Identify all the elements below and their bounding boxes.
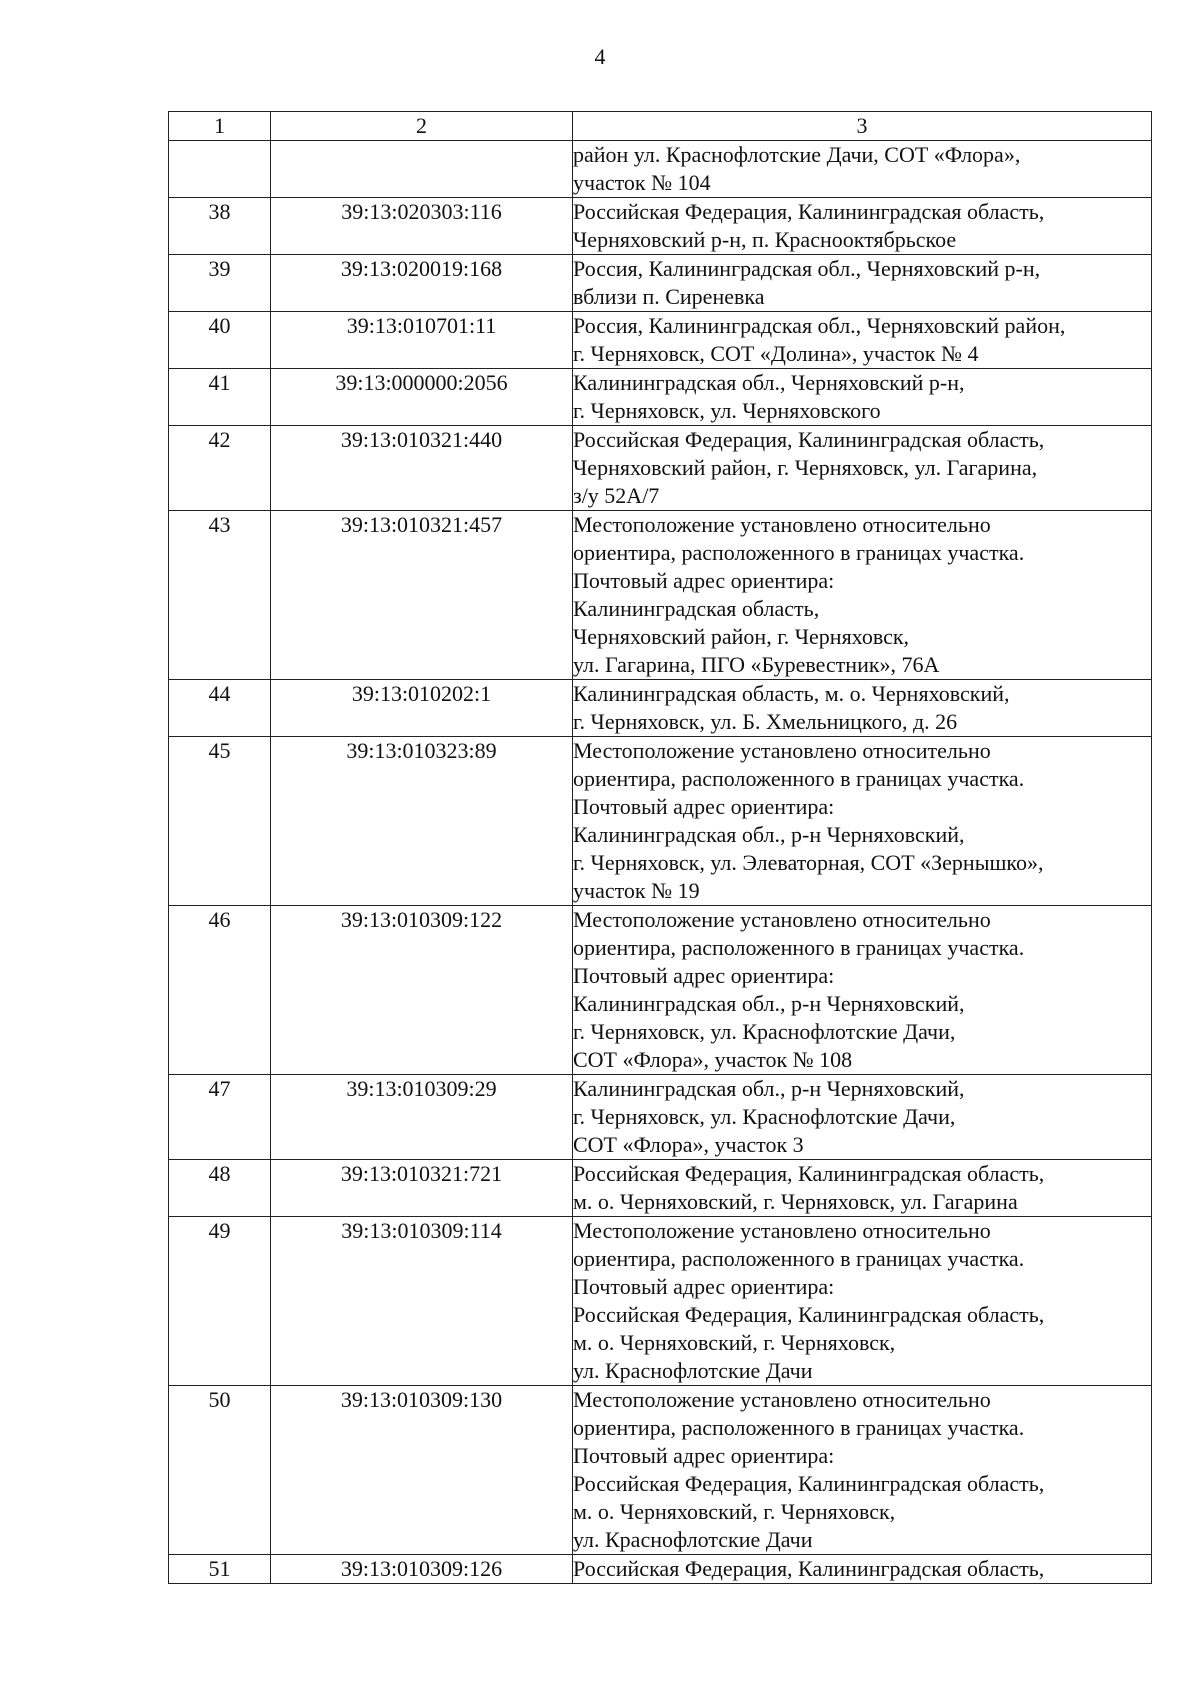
- cadastral-number-cell: 39:13:000000:2056: [271, 369, 573, 426]
- row-number-cell: 45: [169, 737, 271, 906]
- address-line: Российская Федерация, Калининградская область,: [573, 427, 1045, 452]
- cadastral-number-cell: 39:13:010309:29: [271, 1075, 573, 1160]
- table-row: [169, 1160, 1152, 1217]
- row-number-cell: 47: [169, 1075, 271, 1160]
- cadastral-number-cell: 39:13:020019:168: [271, 255, 573, 312]
- address-line: з/у 52А/7: [573, 483, 660, 508]
- header-col-1: 1: [169, 112, 271, 141]
- address-line: Местоположение установлено относительно: [573, 512, 991, 537]
- address-line: Калининградская обл., Черняховский р-н,: [573, 370, 965, 395]
- address-line: Калининградская обл., р-н Черняховский,: [573, 822, 965, 847]
- address-line: г. Черняховск, СОТ «Долина», участок № 4: [573, 341, 979, 366]
- cadastral-number-cell: 39:13:010309:130: [271, 1386, 573, 1555]
- row-number-cell: 38: [169, 198, 271, 255]
- address-line: ориентира, расположенного в границах участка.: [573, 935, 1025, 960]
- cadastral-number-cell: 39:13:010202:1: [271, 680, 573, 737]
- table-header: [169, 112, 1152, 141]
- cadastral-number-cell: [271, 141, 573, 198]
- address-line: Почтовый адрес ориентира:: [573, 794, 835, 819]
- address-cell: [573, 680, 1152, 737]
- row-number-cell: [169, 141, 271, 198]
- address-line: СОТ «Флора», участок № 108: [573, 1047, 853, 1072]
- address-line: Калининградская обл., р-н Черняховский,: [573, 991, 965, 1016]
- cadastral-number-cell: 39:13:010321:440: [271, 426, 573, 511]
- address-line: г. Черняховск, ул. Краснофлотские Дачи,: [573, 1019, 956, 1044]
- address-line: Местоположение установлено относительно: [573, 1387, 991, 1412]
- address-line: Почтовый адрес ориентира:: [573, 568, 835, 593]
- address-cell: [573, 1555, 1152, 1584]
- address-line: Россия, Калининградская обл., Черняховский р-н,: [573, 256, 1041, 281]
- address-line: вблизи п. Сиреневка: [573, 284, 765, 309]
- address-cell: [573, 1217, 1152, 1386]
- row-number-cell: 49: [169, 1217, 271, 1386]
- address-line: Черняховский район, г. Черняховск, ул. Гагарина,: [573, 455, 1038, 480]
- address-cell: [573, 737, 1152, 906]
- row-number-cell: 41: [169, 369, 271, 426]
- cadastral-number-cell: 39:13:010701:11: [271, 312, 573, 369]
- address-cell: [573, 511, 1152, 680]
- table-row: [169, 680, 1152, 737]
- address-cell: [573, 1386, 1152, 1555]
- address-line: участок № 104: [573, 170, 711, 195]
- address-line: м. о. Черняховский, г. Черняховск,: [573, 1499, 896, 1524]
- cadastral-number-cell: 39:13:010309:126: [271, 1555, 573, 1584]
- address-line: ул. Краснофлотские Дачи: [573, 1527, 813, 1552]
- address-cell: [573, 312, 1152, 369]
- table-row: [169, 426, 1152, 511]
- cadastral-number-cell: 39:13:010309:114: [271, 1217, 573, 1386]
- address-line: ул. Краснофлотские Дачи: [573, 1358, 813, 1383]
- address-line: Почтовый адрес ориентира:: [573, 1443, 835, 1468]
- address-line: Россия, Калининградская обл., Черняховский район,: [573, 313, 1066, 338]
- header-col-2: 2: [271, 112, 573, 141]
- address-line: район ул. Краснофлотские Дачи, СОТ «Флора»,: [573, 142, 1021, 167]
- address-cell: [573, 369, 1152, 426]
- page-number: 4: [594, 44, 606, 69]
- row-number-cell: 46: [169, 906, 271, 1075]
- table-row: [169, 1555, 1152, 1584]
- cadastral-number-cell: 39:13:010321:721: [271, 1160, 573, 1217]
- address-line: Местоположение установлено относительно: [573, 907, 991, 932]
- address-line: Российская Федерация, Калининградская область,: [573, 1161, 1045, 1186]
- address-line: СОТ «Флора», участок 3: [573, 1132, 804, 1157]
- address-line: г. Черняховск, ул. Краснофлотские Дачи,: [573, 1104, 956, 1129]
- table-row: [169, 906, 1152, 1075]
- table-row: [169, 312, 1152, 369]
- address-line: Калининградская обл., р-н Черняховский,: [573, 1076, 965, 1101]
- address-cell: [573, 255, 1152, 312]
- address-line: Российская Федерация, Калининградская область,: [573, 1556, 1045, 1581]
- address-line: г. Черняховск, ул. Элеваторная, СОТ «Зернышко»,: [573, 850, 1044, 875]
- address-line: м. о. Черняховский, г. Черняховск, ул. Гагарина: [573, 1189, 1018, 1214]
- address-line: Российская Федерация, Калининградская область,: [573, 1302, 1045, 1327]
- address-line: Почтовый адрес ориентира:: [573, 963, 835, 988]
- row-number-cell: 43: [169, 511, 271, 680]
- table-row: [169, 198, 1152, 255]
- land-plots-table: [168, 111, 1152, 1584]
- table-row: [169, 737, 1152, 906]
- table-row: [169, 1075, 1152, 1160]
- row-number-cell: 51: [169, 1555, 271, 1584]
- row-number-cell: 50: [169, 1386, 271, 1555]
- table-row: [169, 255, 1152, 312]
- address-line: Черняховский район, г. Черняховск,: [573, 624, 910, 649]
- table-row: [169, 141, 1152, 198]
- address-line: ориентира, расположенного в границах участка.: [573, 766, 1025, 791]
- table-row: [169, 511, 1152, 680]
- address-cell: [573, 906, 1152, 1075]
- address-cell: [573, 426, 1152, 511]
- address-line: ориентира, расположенного в границах участка.: [573, 1415, 1025, 1440]
- address-cell: [573, 1075, 1152, 1160]
- address-line: г. Черняховск, ул. Б. Хмельницкого, д. 26: [573, 709, 958, 734]
- address-cell: [573, 198, 1152, 255]
- cadastral-number-cell: 39:13:010323:89: [271, 737, 573, 906]
- address-line: г. Черняховск, ул. Черняховского: [573, 398, 881, 423]
- address-line: ориентира, расположенного в границах участка.: [573, 1246, 1025, 1271]
- address-line: ориентира, расположенного в границах участка.: [573, 540, 1025, 565]
- cadastral-number-cell: 39:13:010321:457: [271, 511, 573, 680]
- address-cell: [573, 1160, 1152, 1217]
- row-number-cell: 42: [169, 426, 271, 511]
- table-body: [169, 141, 1152, 1584]
- row-number-cell: 44: [169, 680, 271, 737]
- cadastral-number-cell: 39:13:020303:116: [271, 198, 573, 255]
- row-number-cell: 39: [169, 255, 271, 312]
- row-number-cell: 40: [169, 312, 271, 369]
- address-line: Российская Федерация, Калининградская область,: [573, 1471, 1045, 1496]
- address-line: Местоположение установлено относительно: [573, 738, 991, 763]
- address-cell: [573, 141, 1152, 198]
- address-line: Местоположение установлено относительно: [573, 1218, 991, 1243]
- address-line: Черняховский р-н, п. Краснооктябрьское: [573, 227, 957, 252]
- table-row: [169, 1217, 1152, 1386]
- table-row: [169, 369, 1152, 426]
- table-row: [169, 1386, 1152, 1555]
- row-number-cell: 48: [169, 1160, 271, 1217]
- cadastral-number-cell: 39:13:010309:122: [271, 906, 573, 1075]
- address-line: Калининградская область,: [573, 596, 820, 621]
- header-col-3: 3: [573, 112, 1152, 141]
- address-line: Калининградская область, м. о. Черняховский,: [573, 681, 1010, 706]
- address-line: участок № 19: [573, 878, 700, 903]
- header-row: [169, 112, 1152, 141]
- address-line: м. о. Черняховский, г. Черняховск,: [573, 1330, 896, 1355]
- address-line: Почтовый адрес ориентира:: [573, 1274, 835, 1299]
- address-line: Российская Федерация, Калининградская область,: [573, 199, 1045, 224]
- address-line: ул. Гагарина, ПГО «Буревестник», 76А: [573, 652, 940, 677]
